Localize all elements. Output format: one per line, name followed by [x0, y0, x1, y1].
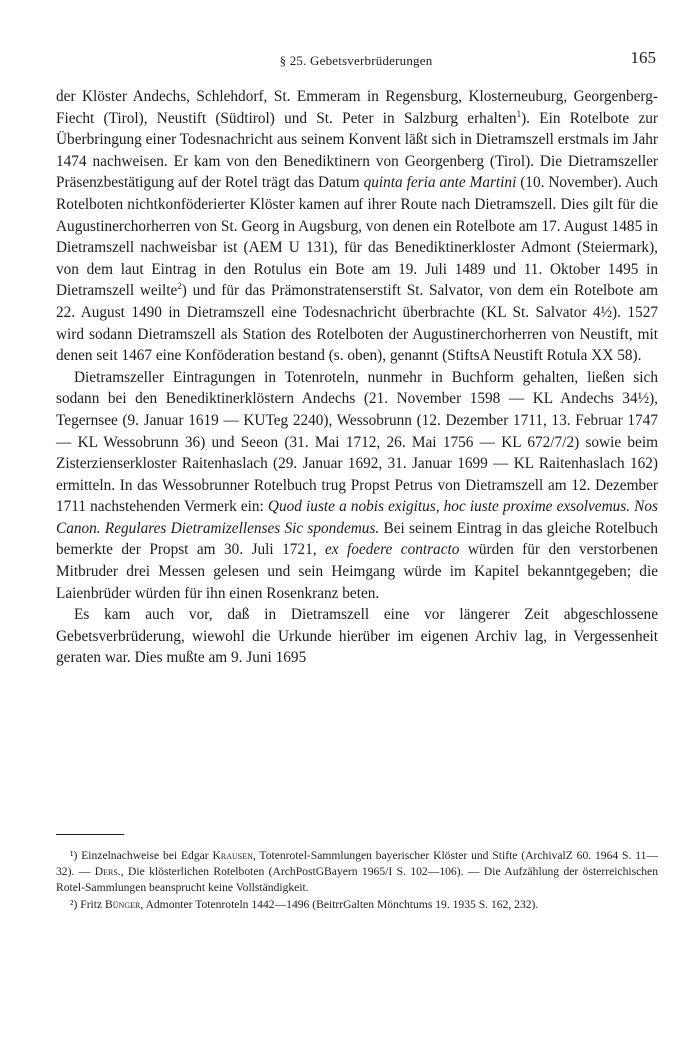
paragraph-3: Es kam auch vor, daß in Dietramszell eine vor längerer Zeit abgeschlossene Gebetsverbrüderung, wiewohl die Urkunde hierüber im eigenen Archiv lag, in Vergessenheit geraten war. Dies mußte am 9. Juni 1695	[56, 606, 658, 667]
paragraph-1	[56, 86, 658, 367]
footnote-1-ders: Ders.	[94, 865, 121, 879]
paragraph-2-text-a: Dietramszeller Eintragungen in Totenroteln, nunmehr in Buchform gehalten, ließen sich sodann bei den Benediktinerklöstern Andechs (21. November 1598 — KL Andechs 34½), Tegernsee (9. Januar 1619 — KUTeg 2240), Wessobrunn (12. Dezember 1711, 13. Februar 1747 — KL Wessobrunn 36) und Seeon (31. Mai 1712, 26. Mai 1756 — KL 672/7/2) sowie beim Zisterzienserkloster Raitenhaslach (29. Januar 1692, 31. Januar 1699 — KL Raitenhaslach 162) ermitteln. In das Wessobrunner Rotelbuch trug Propst Petrus von Dietramszell am 12. Dezember 1711 nachstehenden Vermerk ein:	[56, 368, 658, 516]
paragraph-2-text-e: würden für den verstorbenen Mitbruder drei Messen gelesen und sein Heimgang würde im Kapitel bekanntgegeben; die Laienbrüder würden für ihn einen Rosenkranz beten.	[56, 541, 658, 602]
footnote-1-text-a: Einzelnachweise bei Edgar	[77, 849, 213, 862]
footnote-1-marker: ¹)	[70, 849, 78, 862]
footnote-1-text-c: , Die klösterlichen Rotelboten (ArchPostGBayern 1965/I S. 102—106). — Die Aufzählung der österreichischen Rotel-Sammlungen beansprucht keine Vollständigkeit.	[56, 865, 658, 895]
paragraph-1-text-a: der Klöster Andechs, Schlehdorf, St. Emmeram in Regensburg, Klosterneuburg, Georgenberg-Fiecht (Tirol), Neustift (Südtirol) und St. Peter in Salzburg erhalten	[56, 88, 658, 127]
page-number: 165	[630, 48, 656, 67]
paragraph-2-text-c: Bei seinem Eintrag in das gleiche Rotelbuch bemerkte der Propst am 30. Juli 1721,	[56, 519, 658, 559]
footnote-2-author: Bünger	[105, 897, 141, 911]
footnote-2-text-a: Fritz	[77, 897, 106, 911]
running-title: § 25. Gebetsverbrüderungen	[279, 53, 433, 68]
running-head	[56, 48, 656, 72]
footnote-ref-1: 1	[516, 108, 522, 119]
footnote-2-text-b: , Admonter Totenroteln 1442—1496 (BeitrrGalten Mönchtums 19. 1935 S. 162, 232).	[140, 897, 539, 911]
paragraph-1-text-b: ). Ein Rotelbote zur Überbringung einer Todesnachricht aus seinem Konvent läßt sich in Dietramszell erstmals im Jahr 1474 nachweisen. Er kam von den Benediktinern von Georgenberg (Tirol). Die Dietramszeller Präsenzbestätigung auf der Rotel trägt das Datum	[56, 109, 658, 192]
footnote-1-text-b: , Totenrotel-Sammlungen bayerischer Klöster und Stifte (ArchivalZ 60. 1964 S. 11—32). —	[56, 849, 658, 879]
footnote-2-marker: ²)	[70, 897, 78, 911]
footnote-separator	[56, 834, 124, 835]
footnote-ref-2: 2	[177, 281, 182, 292]
paragraph-2	[56, 367, 658, 605]
footnote-2	[56, 897, 658, 913]
footnote-1-author: Krausen	[212, 849, 253, 862]
latin-quote-quinta-feria: quinta feria ante Martini	[363, 174, 517, 192]
latin-quote-ex-foedere: ex foedere contracto	[325, 541, 460, 559]
footnotes	[56, 848, 658, 913]
paragraph-1-text-d: (10. November). Auch Rotelboten nichtkonföderierter Klöster kamen auf ihrer Route nach Dietramszell. Dies gilt für die Augustinerchorherren von St. Georg in Augsburg, von denen ein Rotelbote am 17. August 1485 in Dietramszell nachweisbar ist (AEM U 131), für das Benediktinerkloster Admont (Steiermark), von dem laut Eintrag in den Rotulus ein Bote am 19. Juli 1489 und 11. Oktober 1495 in Dietramszell weilte	[56, 174, 658, 300]
paragraph-1-text-e: ) und für das Prämonstratenserstift St. Salvator, von dem ein Rotelbote am 22. August 1490 in Dietramszell eine Todesnachricht überbrachte (KL St. Salvator 4½). 1527 wird sodann Dietramszell als Station des Rotelboten der Augustinerchorherren von Neustift, mit denen seit 1467 eine Konföderation bestand (s. oben), genannt (StiftsA Neustift Rotula XX 58).	[56, 282, 658, 365]
latin-quote-vermerk: Quod iuste a nobis exigitus, hoc iuste proxime exsolvemus. Nos Canon. Regulares Dietramizellenses Sic spondemus.	[56, 498, 658, 537]
footnote-1	[56, 848, 658, 897]
body-text	[56, 86, 658, 669]
